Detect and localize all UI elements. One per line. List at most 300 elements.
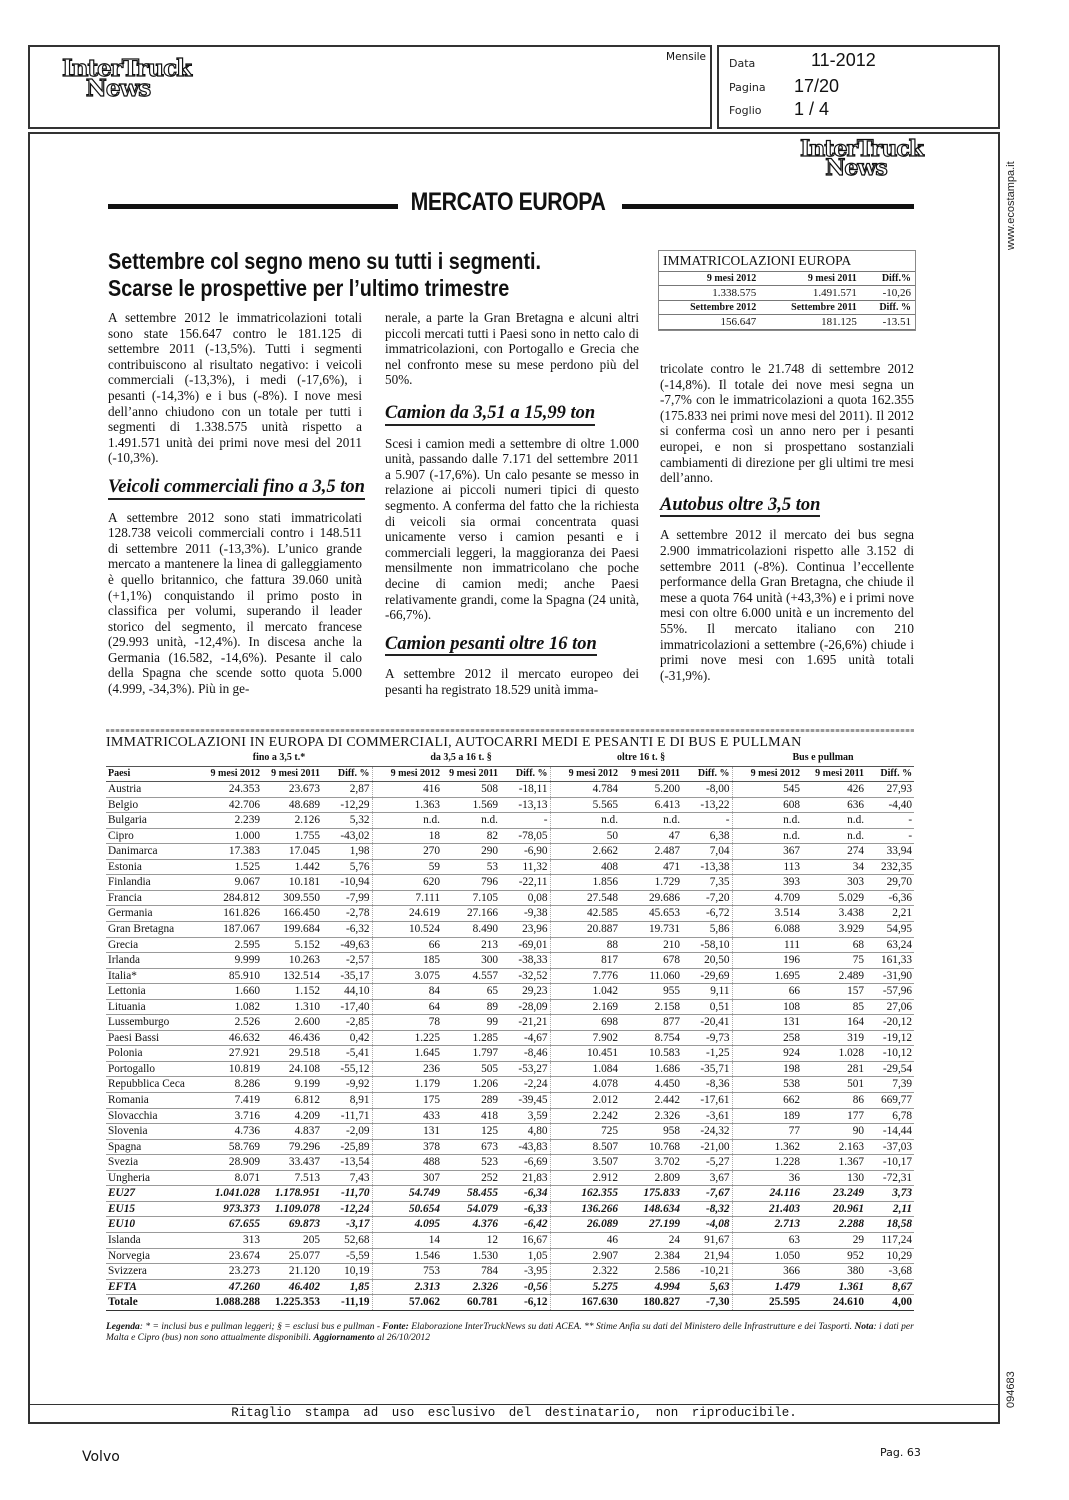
value-cell: 50.654 bbox=[372, 1201, 442, 1217]
table-row bbox=[106, 1186, 914, 1202]
value-cell: 4.450 bbox=[620, 1077, 682, 1093]
value-cell: -14,44 bbox=[866, 1124, 914, 1140]
value-cell: 1.479 bbox=[732, 1279, 802, 1295]
value-cell: 117,24 bbox=[866, 1232, 914, 1248]
value-cell: -8,00 bbox=[682, 782, 732, 798]
value-cell: 1,85 bbox=[322, 1279, 372, 1295]
value-cell: 2.487 bbox=[620, 844, 682, 860]
value-cell: 367 bbox=[732, 844, 802, 860]
table-row bbox=[106, 1170, 914, 1186]
value-cell: -32,52 bbox=[500, 968, 550, 984]
value-cell: 8.754 bbox=[620, 1030, 682, 1046]
value-cell: 3.514 bbox=[732, 906, 802, 922]
value-cell: 14 bbox=[372, 1232, 442, 1248]
value-cell: 2.012 bbox=[550, 1093, 620, 1109]
value-cell: 2.907 bbox=[550, 1248, 620, 1264]
country-cell: Spagna bbox=[106, 1139, 186, 1155]
value-cell: -29,54 bbox=[866, 1061, 914, 1077]
table-row bbox=[106, 1279, 914, 1295]
value-cell: 2.163 bbox=[802, 1139, 866, 1155]
value-cell: 79.296 bbox=[262, 1139, 322, 1155]
value-cell: 24.619 bbox=[372, 906, 442, 922]
column-header: 9 mesi 2012 bbox=[550, 766, 620, 782]
value-cell: -11,71 bbox=[322, 1108, 372, 1124]
value-cell: - bbox=[682, 813, 732, 829]
value-cell: 47.260 bbox=[186, 1279, 262, 1295]
value-cell: 6,78 bbox=[866, 1108, 914, 1124]
value-cell: -7,99 bbox=[322, 890, 372, 906]
value-cell: 157 bbox=[802, 984, 866, 1000]
value-cell: 1.088.288 bbox=[186, 1295, 262, 1311]
column-header: 9 mesi 2011 bbox=[442, 766, 500, 782]
summary-h1-col3: Diff.% bbox=[861, 272, 915, 286]
value-cell: 65 bbox=[442, 984, 500, 1000]
value-cell: 1.442 bbox=[262, 859, 322, 875]
value-cell: 10.181 bbox=[262, 875, 322, 891]
value-cell: 2.158 bbox=[620, 999, 682, 1015]
value-cell: -7,30 bbox=[682, 1295, 732, 1311]
value-cell: 319 bbox=[802, 1030, 866, 1046]
summary-table bbox=[659, 272, 915, 330]
registrations-grid bbox=[106, 751, 914, 1311]
value-cell: -43,02 bbox=[322, 828, 372, 844]
value-cell: 21.403 bbox=[732, 1201, 802, 1217]
value-cell: 1.686 bbox=[620, 1061, 682, 1077]
table-row bbox=[106, 1232, 914, 1248]
value-cell: 1,05 bbox=[500, 1248, 550, 1264]
value-cell: - bbox=[500, 813, 550, 829]
value-cell: 2.239 bbox=[186, 813, 262, 829]
table-row bbox=[106, 1015, 914, 1031]
group-header-spacer bbox=[106, 751, 186, 766]
value-cell: -17,61 bbox=[682, 1093, 732, 1109]
value-cell: 7,35 bbox=[682, 875, 732, 891]
value-cell: 252 bbox=[442, 1170, 500, 1186]
section-rule-left bbox=[108, 204, 398, 209]
value-cell: 63,24 bbox=[866, 937, 914, 953]
value-cell: n.d. bbox=[732, 828, 802, 844]
value-cell: 199.684 bbox=[262, 922, 322, 938]
value-cell: -35,71 bbox=[682, 1061, 732, 1077]
value-cell: 28.909 bbox=[186, 1155, 262, 1171]
table-row bbox=[106, 1124, 914, 1140]
value-cell: 7,39 bbox=[866, 1077, 914, 1093]
table-row bbox=[106, 922, 914, 938]
value-cell: 313 bbox=[186, 1232, 262, 1248]
summary-header-row-1 bbox=[659, 272, 915, 286]
value-cell: 1.363 bbox=[372, 797, 442, 813]
table-legend bbox=[106, 1322, 914, 1344]
group-header-bus: Bus e pullman bbox=[732, 751, 914, 766]
value-cell: 111 bbox=[732, 937, 802, 953]
pagina-value: 17/20 bbox=[794, 76, 840, 96]
subhead-medium-trucks: Camion da 3,51 a 15,99 ton bbox=[385, 406, 595, 426]
table-row bbox=[106, 813, 914, 829]
col3-body: A settembre 2012 il mercato dei bus segna 2.900 immatricolazioni rispetto alle 3.152 di settembre 2011 (-8%). Continua l’eccellente performance della Gran Bretagna, che chiude il mese a quota 764 unità (+43,3%) e i primi nove mesi con oltre 6.000 unità e un incremento del 55%. Il mercato italiano con 210 immatricolazioni a settembre (-26,6%) chiude i primi nove mesi con 1.695 unità totali (-31,9%). bbox=[660, 527, 914, 683]
value-cell: 6.088 bbox=[732, 922, 802, 938]
value-cell: 4.095 bbox=[372, 1217, 442, 1233]
value-cell: 27.548 bbox=[550, 890, 620, 906]
value-cell: -25,89 bbox=[322, 1139, 372, 1155]
value-cell: -3,68 bbox=[866, 1264, 914, 1280]
value-cell: 5.565 bbox=[550, 797, 620, 813]
value-cell: 2.326 bbox=[442, 1279, 500, 1295]
table-row bbox=[106, 1217, 914, 1233]
column-header: 9 mesi 2011 bbox=[802, 766, 866, 782]
country-cell: Finlandia bbox=[106, 875, 186, 891]
value-cell: 189 bbox=[732, 1108, 802, 1124]
country-cell: Ungheria bbox=[106, 1170, 186, 1186]
value-cell: 167.630 bbox=[550, 1295, 620, 1311]
group-header-medium: da 3,5 a 16 t. § bbox=[372, 751, 550, 766]
subhead-heavy-trucks: Camion pesanti oltre 16 ton bbox=[385, 637, 597, 657]
summary-r1-col1: 1.338.575 bbox=[659, 286, 760, 301]
value-cell: 2,87 bbox=[322, 782, 372, 798]
value-cell: -13,38 bbox=[682, 859, 732, 875]
archive-code-vertical: 094683 bbox=[1005, 1371, 1017, 1408]
country-cell: Romania bbox=[106, 1093, 186, 1109]
value-cell: 187.067 bbox=[186, 922, 262, 938]
article-column-1 bbox=[108, 310, 365, 697]
value-cell: -2,85 bbox=[322, 1015, 372, 1031]
frequency-label: Mensile bbox=[666, 51, 706, 63]
value-cell: 11,32 bbox=[500, 859, 550, 875]
country-cell: Polonia bbox=[106, 1046, 186, 1062]
headline-line2: Scarse le prospettive per l’ultimo trimestre bbox=[108, 275, 510, 301]
value-cell: 5,86 bbox=[682, 922, 732, 938]
value-cell: 113 bbox=[732, 859, 802, 875]
value-cell: -21,00 bbox=[682, 1139, 732, 1155]
country-cell: Repubblica Ceca bbox=[106, 1077, 186, 1093]
legend-text-1: : * = inclusi bus e pullman leggeri; § = esclusi bus e pullman - bbox=[139, 1322, 383, 1332]
value-cell: 416 bbox=[372, 782, 442, 798]
table-row bbox=[106, 828, 914, 844]
value-cell: 545 bbox=[732, 782, 802, 798]
value-cell: 34 bbox=[802, 859, 866, 875]
country-cell: Bulgaria bbox=[106, 813, 186, 829]
summary-r1-col3: -10,26 bbox=[861, 286, 915, 301]
value-cell: 1.367 bbox=[802, 1155, 866, 1171]
value-cell: 59 bbox=[372, 859, 442, 875]
col1-intro: A settembre 2012 le immatricolazioni totali sono state 156.647 contro le 181.125 di settembre 2011 (-13,5%). Tutti i segmenti contribuiscono al risultato negativo: i veicoli commerciali (-13,3%), i medi (-17,6%), i pesanti (-14,3%) e i bus (-8%). I nove mesi dell’anno chiudono con un totale per tutti i segmenti di 1.338.575 unità rispetto a 1.491.571 unità dei primi nove mesi del 2011 (-10,3%). bbox=[108, 310, 362, 466]
value-cell: 162.355 bbox=[550, 1186, 620, 1202]
value-cell: -11,19 bbox=[322, 1295, 372, 1311]
value-cell: 58.455 bbox=[442, 1186, 500, 1202]
value-cell: 63 bbox=[732, 1232, 802, 1248]
value-cell: 5,76 bbox=[322, 859, 372, 875]
country-cell: Svezia bbox=[106, 1155, 186, 1171]
value-cell: 33.437 bbox=[262, 1155, 322, 1171]
value-cell: 3.075 bbox=[372, 968, 442, 984]
value-cell: 4,00 bbox=[866, 1295, 914, 1311]
value-cell: 1.660 bbox=[186, 984, 262, 1000]
table-row bbox=[106, 1201, 914, 1217]
table-row bbox=[106, 875, 914, 891]
value-cell: 54.749 bbox=[372, 1186, 442, 1202]
table-row bbox=[106, 1155, 914, 1171]
value-cell: 393 bbox=[732, 875, 802, 891]
value-cell: 88 bbox=[550, 937, 620, 953]
value-cell: 136.266 bbox=[550, 1201, 620, 1217]
value-cell: 5.152 bbox=[262, 937, 322, 953]
value-cell: 2.169 bbox=[550, 999, 620, 1015]
value-cell: 2.595 bbox=[186, 937, 262, 953]
value-cell: 817 bbox=[550, 953, 620, 969]
summary-h1-col1: 9 mesi 2012 bbox=[659, 272, 760, 286]
table-row bbox=[106, 1295, 914, 1311]
group-header-heavy: oltre 16 t. § bbox=[550, 751, 732, 766]
column-header: Paesi bbox=[106, 766, 186, 782]
value-cell: 57.062 bbox=[372, 1295, 442, 1311]
value-cell: 1.285 bbox=[442, 1030, 500, 1046]
value-cell: 2.288 bbox=[802, 1217, 866, 1233]
value-cell: 7.902 bbox=[550, 1030, 620, 1046]
value-cell: -3,95 bbox=[500, 1264, 550, 1280]
value-cell: 53 bbox=[442, 859, 500, 875]
value-cell: 1.109.078 bbox=[262, 1201, 322, 1217]
header-left-box bbox=[28, 45, 712, 129]
country-cell: Austria bbox=[106, 782, 186, 798]
value-cell: n.d. bbox=[550, 813, 620, 829]
footer-notice-box bbox=[28, 1404, 1000, 1424]
column-header: Diff. % bbox=[866, 766, 914, 782]
column-header: 9 mesi 2012 bbox=[732, 766, 802, 782]
value-cell: 636 bbox=[802, 797, 866, 813]
value-cell: 46.436 bbox=[262, 1030, 322, 1046]
table-row bbox=[106, 1248, 914, 1264]
value-cell: 7,43 bbox=[322, 1170, 372, 1186]
summary-r2-col3: -13.51 bbox=[861, 315, 915, 330]
value-cell: 307 bbox=[372, 1170, 442, 1186]
value-cell: 161,33 bbox=[866, 953, 914, 969]
value-cell: 2.912 bbox=[550, 1170, 620, 1186]
value-cell: -49,63 bbox=[322, 937, 372, 953]
value-cell: 1.178.951 bbox=[262, 1186, 322, 1202]
value-cell: 21,83 bbox=[500, 1170, 550, 1186]
value-cell: 175.833 bbox=[620, 1186, 682, 1202]
value-cell: n.d. bbox=[802, 828, 866, 844]
value-cell: 213 bbox=[442, 937, 500, 953]
value-cell: 1.695 bbox=[732, 968, 802, 984]
value-cell: 258 bbox=[732, 1030, 802, 1046]
value-cell: 69.873 bbox=[262, 1217, 322, 1233]
article-logo-line2: News bbox=[825, 154, 887, 181]
value-cell: -13,13 bbox=[500, 797, 550, 813]
value-cell: 924 bbox=[732, 1046, 802, 1062]
value-cell: -4,08 bbox=[682, 1217, 732, 1233]
value-cell: 232,35 bbox=[866, 859, 914, 875]
value-cell: 4.209 bbox=[262, 1108, 322, 1124]
value-cell: -17,40 bbox=[322, 999, 372, 1015]
value-cell: 86 bbox=[802, 1093, 866, 1109]
header-right-box bbox=[717, 45, 1000, 129]
value-cell: 2.713 bbox=[732, 1217, 802, 1233]
value-cell: 27,06 bbox=[866, 999, 914, 1015]
value-cell: -6,69 bbox=[500, 1155, 550, 1171]
value-cell: 236 bbox=[372, 1061, 442, 1077]
value-cell: 538 bbox=[732, 1077, 802, 1093]
value-cell: 46 bbox=[550, 1232, 620, 1248]
table-row bbox=[106, 1093, 914, 1109]
country-cell: Totale bbox=[106, 1295, 186, 1311]
table-row bbox=[106, 984, 914, 1000]
value-cell: -6,36 bbox=[866, 890, 914, 906]
table-row bbox=[106, 953, 914, 969]
value-cell: 2.600 bbox=[262, 1015, 322, 1031]
value-cell: 29.686 bbox=[620, 890, 682, 906]
value-cell: 54,95 bbox=[866, 922, 914, 938]
value-cell: -9,92 bbox=[322, 1077, 372, 1093]
value-cell: 0,08 bbox=[500, 890, 550, 906]
country-cell: Irlanda bbox=[106, 953, 186, 969]
country-cell: Slovenia bbox=[106, 1124, 186, 1140]
value-cell: 8.071 bbox=[186, 1170, 262, 1186]
value-cell: 36 bbox=[732, 1170, 802, 1186]
value-cell: 23,96 bbox=[500, 922, 550, 938]
value-cell: 166.450 bbox=[262, 906, 322, 922]
value-cell: 27.921 bbox=[186, 1046, 262, 1062]
value-cell: 67.655 bbox=[186, 1217, 262, 1233]
country-cell: EU15 bbox=[106, 1201, 186, 1217]
value-cell: 85 bbox=[802, 999, 866, 1015]
value-cell: 4.837 bbox=[262, 1124, 322, 1140]
col1-body: A settembre 2012 sono stati immatricolati 128.738 veicoli commerciali contro i 148.511 di settembre 2011 (-13,3%). L’unico grande mercato a mantenere la linea di galleggiamento è quello britannico, che fattura 39.060 unità (+1,1%) conquistando il primo posto in classifica per volumi, superando il leader storico del segmento, il mercato francese (29.993 unità, -12,4%). In discesa anche la Germania (16.582, -14,6%). Pesante il calo della Spagna che scende sotto quota 5.000 (4.999, -34,3%). Più in ge- bbox=[108, 509, 362, 697]
value-cell: -35,17 bbox=[322, 968, 372, 984]
value-cell: 180.827 bbox=[620, 1295, 682, 1311]
value-cell: 3,73 bbox=[866, 1186, 914, 1202]
value-cell: 3.507 bbox=[550, 1155, 620, 1171]
value-cell: 25.595 bbox=[732, 1295, 802, 1311]
value-cell: 82 bbox=[442, 828, 500, 844]
value-cell: 19.731 bbox=[620, 922, 682, 938]
value-cell: 488 bbox=[372, 1155, 442, 1171]
value-cell: 4.709 bbox=[732, 890, 802, 906]
value-cell: 10,29 bbox=[866, 1248, 914, 1264]
value-cell: -5,41 bbox=[322, 1046, 372, 1062]
value-cell: 91,67 bbox=[682, 1232, 732, 1248]
value-cell: 17.383 bbox=[186, 844, 262, 860]
value-cell: 426 bbox=[802, 782, 866, 798]
value-cell: -8,36 bbox=[682, 1077, 732, 1093]
value-cell: 10.819 bbox=[186, 1061, 262, 1077]
value-cell: 66 bbox=[732, 984, 802, 1000]
value-cell: -43,83 bbox=[500, 1139, 550, 1155]
registrations-table bbox=[106, 735, 914, 1311]
summary-r2-col1: 156.647 bbox=[659, 315, 760, 330]
client-name: Volvo bbox=[82, 1449, 120, 1465]
value-cell: 877 bbox=[620, 1015, 682, 1031]
value-cell: n.d. bbox=[442, 813, 500, 829]
value-cell: 21.120 bbox=[262, 1264, 322, 1280]
value-cell: 3.716 bbox=[186, 1108, 262, 1124]
value-cell: 698 bbox=[550, 1015, 620, 1031]
table-row bbox=[106, 844, 914, 860]
table-row bbox=[106, 890, 914, 906]
value-cell: 1.084 bbox=[550, 1061, 620, 1077]
value-cell: 289 bbox=[442, 1093, 500, 1109]
page-number: Pag. 63 bbox=[880, 1446, 921, 1459]
value-cell: 4.994 bbox=[620, 1279, 682, 1295]
legend-label: Legenda bbox=[106, 1322, 140, 1332]
value-cell: -53,27 bbox=[500, 1061, 550, 1077]
value-cell: 75 bbox=[802, 953, 866, 969]
value-cell: 24.116 bbox=[732, 1186, 802, 1202]
value-cell: 418 bbox=[442, 1108, 500, 1124]
value-cell: 5.275 bbox=[550, 1279, 620, 1295]
value-cell: 678 bbox=[620, 953, 682, 969]
value-cell: 26.089 bbox=[550, 1217, 620, 1233]
table-row bbox=[106, 1264, 914, 1280]
value-cell: 7.419 bbox=[186, 1093, 262, 1109]
column-header: 9 mesi 2012 bbox=[372, 766, 442, 782]
value-cell: 84 bbox=[372, 984, 442, 1000]
country-cell: Portogallo bbox=[106, 1061, 186, 1077]
value-cell: 78 bbox=[372, 1015, 442, 1031]
value-cell: 501 bbox=[802, 1077, 866, 1093]
value-cell: 48.689 bbox=[262, 797, 322, 813]
value-cell: 281 bbox=[802, 1061, 866, 1077]
value-cell: 33,94 bbox=[866, 844, 914, 860]
value-cell: 54.079 bbox=[442, 1201, 500, 1217]
value-cell: 24 bbox=[620, 1232, 682, 1248]
country-cell: Germania bbox=[106, 906, 186, 922]
value-cell: 131 bbox=[372, 1124, 442, 1140]
country-cell: Gran Bretagna bbox=[106, 922, 186, 938]
group-header-row bbox=[106, 751, 914, 766]
value-cell: 125 bbox=[442, 1124, 500, 1140]
table-row bbox=[106, 782, 914, 798]
value-cell: 2.126 bbox=[262, 813, 322, 829]
value-cell: 2.809 bbox=[620, 1170, 682, 1186]
value-cell: 66 bbox=[372, 937, 442, 953]
value-cell: 58.769 bbox=[186, 1139, 262, 1155]
value-cell: 8,91 bbox=[322, 1093, 372, 1109]
value-cell: -4,67 bbox=[500, 1030, 550, 1046]
value-cell: -10,21 bbox=[682, 1264, 732, 1280]
value-cell: 1.042 bbox=[550, 984, 620, 1000]
value-cell: 366 bbox=[732, 1264, 802, 1280]
value-cell: 1.361 bbox=[802, 1279, 866, 1295]
subhead-buses: Autobus oltre 3,5 ton bbox=[660, 498, 820, 518]
column-header-row bbox=[106, 766, 914, 782]
value-cell: 18,58 bbox=[866, 1217, 914, 1233]
value-cell: 380 bbox=[802, 1264, 866, 1280]
value-cell: 85.910 bbox=[186, 968, 262, 984]
value-cell: 29.518 bbox=[262, 1046, 322, 1062]
value-cell: -39,45 bbox=[500, 1093, 550, 1109]
value-cell: 23.249 bbox=[802, 1186, 866, 1202]
value-cell: 1.525 bbox=[186, 859, 262, 875]
value-cell: - bbox=[866, 828, 914, 844]
value-cell: 198 bbox=[732, 1061, 802, 1077]
value-cell: 3,59 bbox=[500, 1108, 550, 1124]
value-cell: 25.077 bbox=[262, 1248, 322, 1264]
value-cell: 1.546 bbox=[372, 1248, 442, 1264]
section-title: MERCATO EUROPA bbox=[410, 188, 606, 216]
value-cell: 4.376 bbox=[442, 1217, 500, 1233]
value-cell: -69,01 bbox=[500, 937, 550, 953]
value-cell: -2,78 bbox=[322, 906, 372, 922]
footer-notice: Ritaglio stampa ad uso esclusivo del destinatario, non riproducibile. bbox=[231, 1406, 797, 1420]
value-cell: 471 bbox=[620, 859, 682, 875]
country-cell: Estonia bbox=[106, 859, 186, 875]
value-cell: -2,24 bbox=[500, 1077, 550, 1093]
value-cell: 958 bbox=[620, 1124, 682, 1140]
summary-header-row-2 bbox=[659, 301, 915, 315]
column-header: 9 mesi 2011 bbox=[620, 766, 682, 782]
registrations-body bbox=[106, 782, 914, 1311]
value-cell: -38,33 bbox=[500, 953, 550, 969]
